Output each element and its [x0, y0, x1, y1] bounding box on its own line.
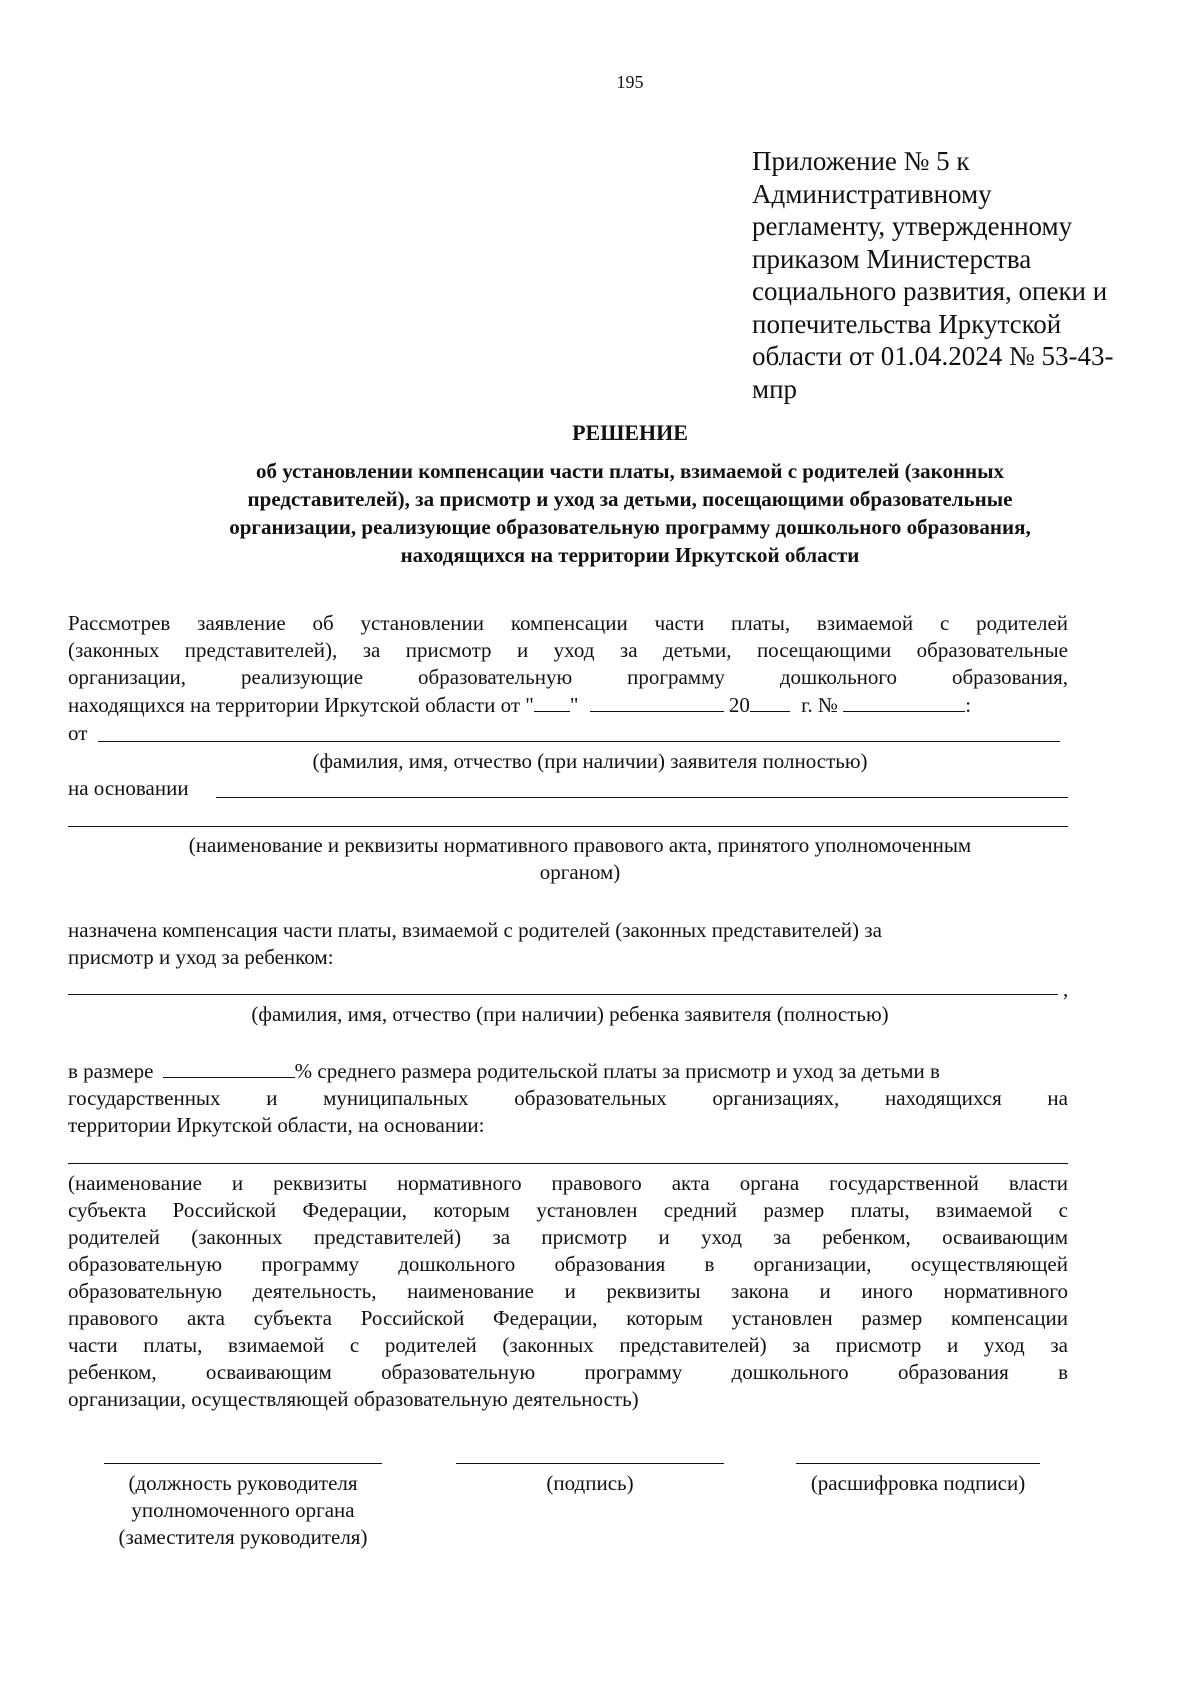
regional-caption-line: образовательную программу дошкольного образования в организации, осуществляющей: [68, 1252, 1068, 1276]
act-caption-line: (наименование и реквизиты нормативного правового акта, принятого уполномоченным: [188, 833, 972, 857]
regional-caption-line: образовательную деятельность, наименование и реквизиты закона и иного нормативного: [68, 1279, 1068, 1303]
assigned-line: назначена компенсация части платы, взимаемой с родителей (законных представителей) за: [68, 918, 882, 942]
decoding-caption: (расшифровка подписи): [810, 1471, 1026, 1495]
position-caption-line: (заместителя руководителя): [118, 1525, 368, 1549]
position-caption-line: уполномоченного органа: [131, 1498, 355, 1522]
appendix-line: социального развития, опеки и: [752, 276, 1108, 306]
percent-field[interactable]: [163, 1059, 295, 1078]
act-caption-line: органом): [539, 860, 621, 884]
amount-line-3: территории Иркутской области, на основании:: [68, 1113, 485, 1137]
applicant-name-line[interactable]: [98, 741, 1060, 742]
subtitle-line: представителей), за присмотр и уход за детьми, посещающими образовательные: [247, 487, 1013, 511]
appendix-line: приказом Министерства: [752, 243, 1032, 274]
appendix-line: регламенту, утвержденному: [752, 211, 1073, 241]
regional-caption-line: организации, осуществляющей образовательную деятельность): [68, 1387, 639, 1411]
position-signature-line[interactable]: [104, 1463, 382, 1464]
appendix-note: [752, 145, 1152, 405]
page-number: 195: [616, 72, 644, 92]
regional-caption-line: (наименование и реквизиты нормативного правового акта органа государственной власти: [68, 1171, 1068, 1195]
amount-line-1: в размере % среднего размера родительской платы за присмотр и уход за детьми в: [68, 1059, 940, 1083]
basis-line-2[interactable]: [68, 826, 1068, 827]
child-name-line[interactable]: [68, 994, 1058, 995]
from-label: от: [68, 721, 88, 745]
regional-caption-line: части платы, взимаемой с родителей (законных представителей) за присмотр и уход за: [68, 1333, 1068, 1357]
signature-caption: (подпись): [546, 1471, 634, 1495]
intro-line: организации, реализующие образовательную программу дошкольного образования,: [68, 665, 1068, 689]
assigned-line: присмотр и уход за ребенком:: [68, 945, 334, 969]
regional-caption-line: ребенком, осваивающим образовательную программу дошкольного образования в: [68, 1360, 1068, 1384]
document-subtitle: [150, 457, 1110, 569]
position-caption-line: (должность руководителя: [128, 1471, 358, 1495]
regional-caption-line: родителей (законных представителей) за присмотр и уход за ребенком, осваивающим: [68, 1225, 1068, 1249]
basis-line[interactable]: [216, 797, 1068, 798]
document-title: РЕШЕНИЕ: [572, 420, 688, 445]
amount-line-2: государственных и муниципальных образовательных организациях, находящихся на: [68, 1086, 1068, 1110]
child-comma: ,: [1063, 977, 1069, 1001]
regional-act-line[interactable]: [68, 1163, 1068, 1164]
subtitle-line: организации, реализующие образовательную программу дошкольного образования,: [229, 515, 1031, 539]
signature-line[interactable]: [456, 1463, 724, 1464]
appendix-line: области от 01.04.2024 № 53-43-: [752, 341, 1114, 371]
subtitle-line: находящихся на территории Иркутской области: [400, 543, 860, 567]
child-caption: (фамилия, имя, отчество (при наличии) ребенка заявителя (полностью): [251, 1002, 889, 1026]
appendix-line: Административному: [752, 178, 992, 209]
intro-line: (законных представителей), за присмотр и уход за детьми, посещающими образовательные: [68, 638, 1068, 662]
appendix-line: Приложение № 5 к: [752, 146, 970, 176]
regional-caption-line: правового акта субъекта Российской Федерации, которым установлен размер компенсации: [68, 1306, 1068, 1330]
month-field[interactable]: [590, 693, 724, 712]
appendix-line: мпр: [752, 373, 798, 404]
regional-caption-line: субъекта Российской Федерации, которым установлен средний размер платы, взимаемой с: [68, 1198, 1068, 1222]
decoding-signature-line[interactable]: [796, 1463, 1040, 1464]
applicant-caption: (фамилия, имя, отчество (при наличии) заявителя полностью): [312, 749, 868, 773]
day-field[interactable]: [534, 693, 570, 712]
basis-label: на основании: [68, 776, 189, 800]
subtitle-line: об установлении компенсации части платы, взимаемой с родителей (законных: [255, 459, 1005, 483]
intro-last-line: находящихся на территории Иркутской области от " " 20 г. № :: [68, 693, 972, 717]
intro-line: Рассмотрев заявление об установлении компенсации части платы, взимаемой с родителей: [68, 611, 1068, 635]
appendix-line: попечительства Иркутской: [752, 308, 1062, 339]
application-number-field[interactable]: [843, 693, 965, 712]
year-field[interactable]: [750, 693, 790, 712]
